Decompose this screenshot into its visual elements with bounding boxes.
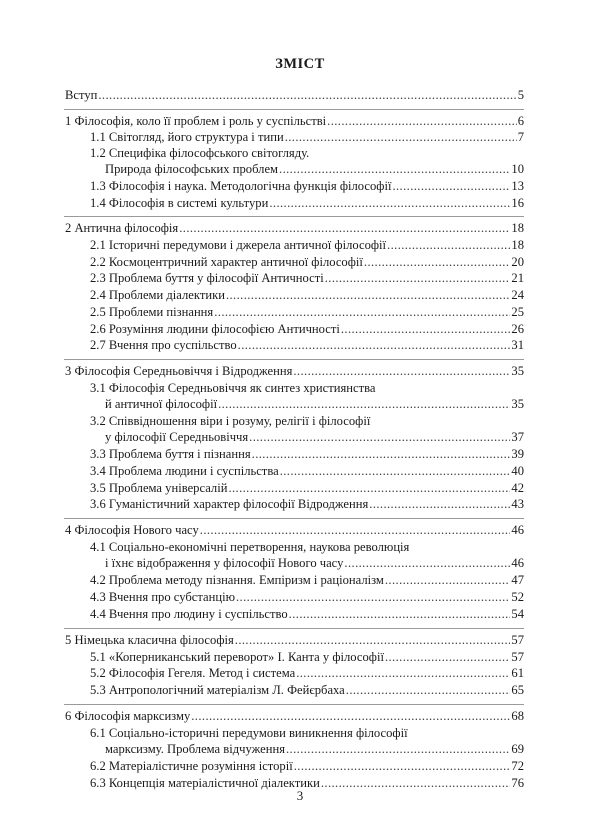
toc-entry-title: 3.5 Проблема універсалій	[90, 481, 228, 495]
toc-entry	[90, 683, 524, 698]
section-divider	[64, 216, 524, 217]
toc-page-number: 18	[511, 238, 524, 252]
dot-leader	[369, 497, 510, 512]
toc-page-number: 6	[517, 114, 524, 128]
toc-entry-title: 6 Філософія марксизму	[65, 709, 191, 723]
section-divider	[64, 704, 524, 705]
toc-entry	[65, 114, 524, 129]
toc-entry-title: 1.2 Специфіка філософського світогляду.	[90, 146, 310, 160]
toc-entry-title: 2.5 Проблеми пізнання	[90, 305, 214, 319]
toc-page-number: 26	[511, 322, 524, 336]
toc-page-number: 13	[511, 179, 524, 193]
toc-page-number: 76	[511, 776, 524, 790]
toc-entry	[90, 305, 524, 320]
dot-leader	[364, 255, 511, 270]
dot-leader	[98, 88, 516, 103]
toc-entry-title: 6.1 Соціально-історичні передумови виникнення філософії	[90, 726, 408, 740]
toc-page-number: 57	[511, 633, 524, 647]
toc-entry-title: 4.1 Соціально-економічні перетворення, наукова революція	[90, 540, 410, 554]
toc-entry-title: 1.1 Світогляд, його структура і типи	[90, 130, 284, 144]
toc-entry	[90, 196, 524, 211]
toc-entry	[90, 759, 524, 774]
dot-leader	[226, 288, 510, 303]
toc-entry-title: 1.3 Філософія і наука. Методологічна функція філософії	[90, 179, 392, 193]
toc-entry	[105, 556, 524, 571]
toc-entry-title: 4.4 Вчення про людину і суспільство	[90, 607, 288, 621]
dot-leader	[228, 481, 510, 496]
toc-entry-title: 1.4 Філософія в системі культури	[90, 196, 269, 210]
dot-leader	[341, 322, 511, 337]
toc-entry	[90, 130, 524, 145]
toc-page-number: 46	[511, 523, 524, 537]
toc-entry	[90, 650, 524, 665]
toc-entry	[90, 464, 524, 479]
dot-leader	[191, 709, 510, 724]
toc-entry	[90, 255, 524, 270]
toc-entry	[105, 397, 524, 412]
toc-page-number: 24	[511, 288, 524, 302]
toc-entry	[90, 338, 524, 353]
toc-entry	[90, 238, 524, 253]
toc-entry-title: 5.1 «Коперниканський переворот» І. Канта у філософії	[90, 650, 384, 664]
dot-leader	[179, 221, 510, 236]
toc-page-number: 21	[511, 271, 524, 285]
toc-entry-title: 2.3 Проблема буття у філософії Античності	[90, 271, 324, 285]
dot-leader	[293, 364, 510, 379]
toc-entry-title: 2.6 Розуміння людини філософією Античності	[90, 322, 340, 336]
toc-page-number: 52	[511, 590, 524, 604]
page-number: 3	[296, 788, 304, 803]
toc-entry-title: 5.3 Антропологічний матеріалізм Л. Фейєрбаха	[90, 683, 345, 697]
section-divider	[64, 359, 524, 360]
toc-entry-title-continuation: Природа філософських проблем	[105, 162, 279, 176]
toc-entry-title: 3.2 Співвідношення віри і розуму, релігії і філософії	[90, 414, 371, 428]
toc-page-number: 18	[511, 221, 524, 235]
toc-entry	[90, 497, 524, 512]
page-title: ЗМІСТ	[275, 56, 325, 72]
toc-page-number: 37	[511, 430, 524, 444]
dot-leader	[252, 447, 511, 462]
dot-leader	[285, 130, 517, 145]
toc-entry-title: 4.2 Проблема методу пізнання. Емпіризм і раціоналізм	[90, 573, 384, 587]
dot-leader	[346, 683, 511, 698]
toc-entry	[90, 590, 524, 605]
dot-leader	[385, 573, 511, 588]
dot-leader	[279, 162, 510, 177]
toc-entry	[90, 288, 524, 303]
dot-leader	[385, 650, 510, 665]
toc-entry	[90, 447, 524, 462]
toc-entry-title: 2 Антична філософія	[65, 221, 179, 235]
dot-leader	[294, 759, 511, 774]
section-divider	[64, 628, 524, 629]
toc-page-number: 46	[511, 556, 524, 570]
toc-entry-title: 4 Філософія Нового часу	[65, 523, 199, 537]
dot-leader	[200, 523, 511, 538]
toc-page-number: 25	[511, 305, 524, 319]
toc-entry-title: 6.2 Матеріалістичне розуміння історії	[90, 759, 293, 773]
dot-leader	[280, 464, 511, 479]
toc-page-number: 35	[511, 364, 524, 378]
toc-entry	[90, 481, 524, 496]
toc-page-number: 20	[511, 255, 524, 269]
toc-page-number: 7	[517, 130, 524, 144]
dot-leader	[286, 742, 510, 757]
toc-entry	[65, 364, 524, 379]
toc-entry-title-continuation: й античної філософії	[105, 397, 218, 411]
toc-entry-title: 3.4 Проблема людини і суспільства	[90, 464, 279, 478]
toc-entry-title-continuation: марксизму. Проблема відчуження	[105, 742, 285, 756]
toc-entry	[90, 271, 524, 286]
toc-page-number: 47	[511, 573, 524, 587]
toc-page-number: 16	[511, 196, 524, 210]
dot-leader	[249, 430, 510, 445]
toc-page-number: 43	[511, 497, 524, 511]
toc-entry	[90, 666, 524, 681]
toc-page-number: 42	[511, 481, 524, 495]
toc-entry	[90, 322, 524, 337]
toc-entry-title: 6.3 Концепція матеріалістичної діалектики	[90, 776, 320, 790]
toc-page-number: 31	[511, 338, 524, 352]
toc-entry-title: 1 Філософія, коло її проблем і роль у суспільстві	[65, 114, 327, 128]
toc-page-number: 65	[511, 683, 524, 697]
toc-page-number: 72	[511, 759, 524, 773]
toc-entry	[65, 221, 524, 236]
dot-leader	[238, 338, 511, 353]
toc-entry	[65, 523, 524, 538]
toc-entry-title: 3.1 Філософія Середньовіччя як синтез християнства	[90, 381, 376, 395]
dot-leader	[387, 238, 510, 253]
toc-entry-title: 2.2 Космоцентричний характер античної філософії	[90, 255, 363, 269]
toc-page-number: 10	[511, 162, 524, 176]
toc-entry-title: 3.3 Проблема буття і пізнання	[90, 447, 251, 461]
toc-page-number: 54	[511, 607, 524, 621]
section-divider	[64, 518, 524, 519]
toc-page-number: 57	[511, 650, 524, 664]
toc-page-number: 5	[517, 88, 524, 102]
toc-entry-title: 2.7 Вчення про суспільство	[90, 338, 237, 352]
toc-entry-title: 3 Філософія Середньовіччя і Відродження	[65, 364, 293, 378]
toc-entry	[65, 88, 524, 103]
dot-leader	[235, 633, 511, 648]
toc-page-number: 68	[511, 709, 524, 723]
dot-leader	[327, 114, 517, 129]
section-divider	[64, 109, 524, 110]
toc-entry	[90, 607, 524, 622]
toc-entry-title: 4.3 Вчення про субстанцію	[90, 590, 235, 604]
toc-page-number: 35	[511, 397, 524, 411]
dot-leader	[344, 556, 510, 571]
dot-leader	[269, 196, 510, 211]
toc-page-number: 40	[511, 464, 524, 478]
dot-leader	[392, 179, 510, 194]
toc-entry	[105, 430, 524, 445]
dot-leader	[236, 590, 510, 605]
toc-page-number: 39	[511, 447, 524, 461]
toc-entry-title-continuation: у філософії Середньовіччя	[105, 430, 249, 444]
toc-entry	[65, 633, 524, 648]
toc-entry	[90, 179, 524, 194]
toc-entry-title: 2.4 Проблеми діалектики	[90, 288, 225, 302]
dot-leader	[296, 666, 510, 681]
toc-entry	[90, 573, 524, 588]
toc-page-number: 69	[511, 742, 524, 756]
toc-entry-title: Вступ	[65, 88, 98, 102]
toc-entry-title: 2.1 Історичні передумови і джерела античної філософії	[90, 238, 387, 252]
toc-entry-title: 5.2 Філософія Гегеля. Метод і система	[90, 666, 296, 680]
dot-leader	[214, 305, 510, 320]
toc-page-number: 61	[511, 666, 524, 680]
toc-entry	[105, 742, 524, 757]
dot-leader	[218, 397, 510, 412]
dot-leader	[289, 607, 511, 622]
toc-entry-title: 3.6 Гуманістичний характер філософії Відродження	[90, 497, 369, 511]
toc-entry-title: 5 Німецька класична філософія	[65, 633, 234, 647]
toc-entry	[65, 709, 524, 724]
dot-leader	[325, 271, 511, 286]
toc-entry-title-continuation: і їхнє відображення у філософії Нового часу	[105, 556, 344, 570]
toc-entry	[105, 162, 524, 177]
